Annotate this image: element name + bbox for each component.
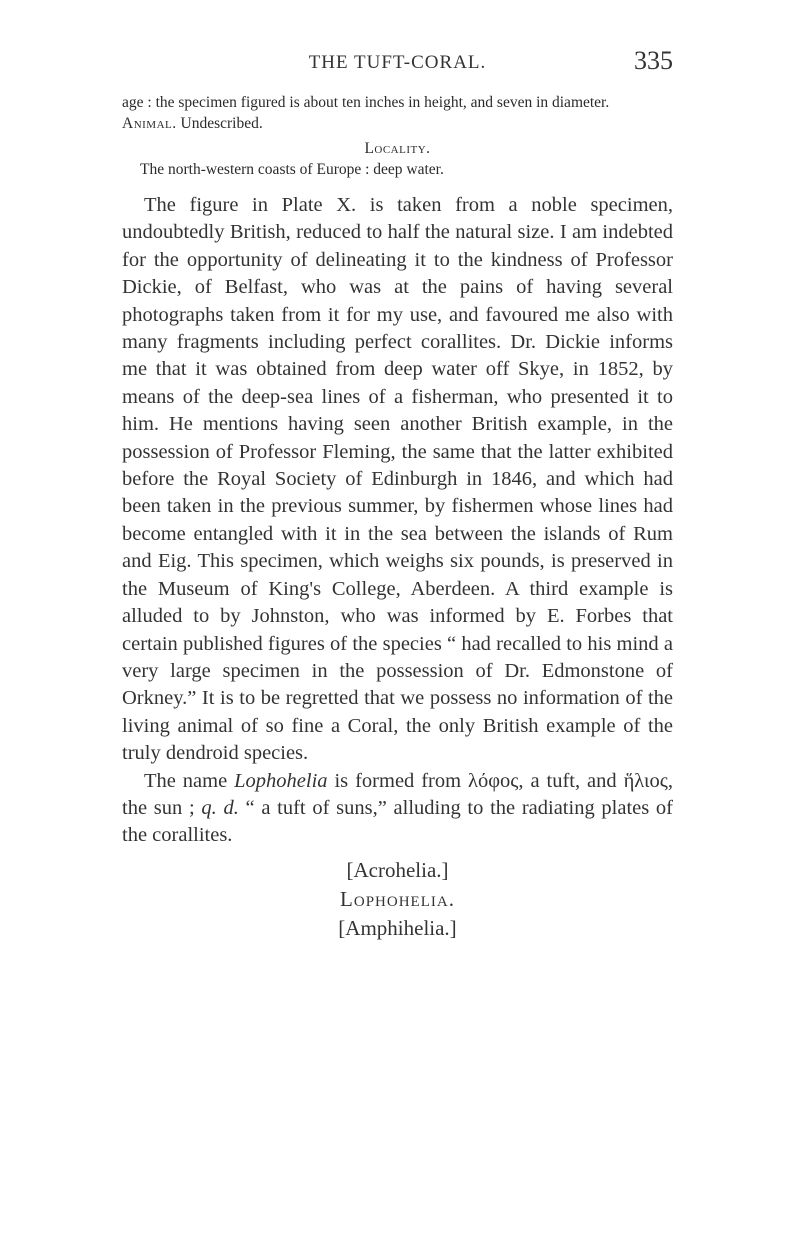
specimen-notes <box>122 92 673 180</box>
body-text <box>122 192 673 850</box>
locality-heading: Locality. <box>364 140 431 157</box>
genus-block <box>122 856 673 943</box>
animal-text: Undescribed. <box>180 115 263 132</box>
locality-text: The north-western coasts of Europe : deep water. <box>140 161 444 178</box>
p2-part3: “ a tuft of suns,” alluding to the radiating plates of the corallites. <box>122 796 674 847</box>
synonym-amphihelia: [Amphihelia.] <box>338 915 457 940</box>
p2-italic-qd: q. d. <box>201 796 239 819</box>
age-note: age : the specimen figured is about ten inches in height, and seven in diameter. <box>122 94 610 111</box>
synonym-acrohelia: [Acrohelia.] <box>346 857 449 882</box>
paragraph-2 <box>122 768 673 850</box>
p2-part1: The name <box>144 769 235 792</box>
paragraph-1: The figure in Plate X. is taken from a noble specimen, undoubtedly British, reduced to half the natural size. I am indebted for the opportunity of delineating it to the kindness of Professor Dickie, of Belfast, who was at the pains of having several photographs taken from it for my use, and favoured me also with many fragments including perfect corallites. Dr. Dickie informs me that it was obtained from deep water off Skye, in 1852, by means of the deep-sea lines of a fisherman, who presented it to him. He mentions having seen another British example, in the possession of Professor Fleming, the same that the latter exhibited before the Royal Society of Edinburgh in 1846, and which had been taken in the previous summer, by fishermen whose lines had become entangled with it in the sea between the islands of Rum and Eig. This specimen, which weighs six pounds, is preserved in the Museum of King's College, Aberdeen. A third example is alluded to by Johnston, who was informed by E. Forbes that certain published figures of the species “ had recalled to his mind a very large specimen in the possession of Dr. Edmonstone of Orkney.” It is to be regretted that we possess no information of the living animal of so fine a Coral, the only British example of the truly dendroid species. <box>122 194 673 765</box>
page-number: 335 <box>634 46 673 75</box>
p2-italic-name: Lophohelia <box>234 769 328 792</box>
running-title: THE TUFT-CORAL. <box>308 52 487 73</box>
animal-label: Animal. <box>122 115 177 132</box>
animal-note <box>122 113 673 134</box>
running-head <box>122 46 673 92</box>
genus-name: Lophohelia. <box>340 886 455 911</box>
p2-part2: is formed from λόφος, a tuft, and ἥλιος, the sun ; <box>122 769 673 819</box>
